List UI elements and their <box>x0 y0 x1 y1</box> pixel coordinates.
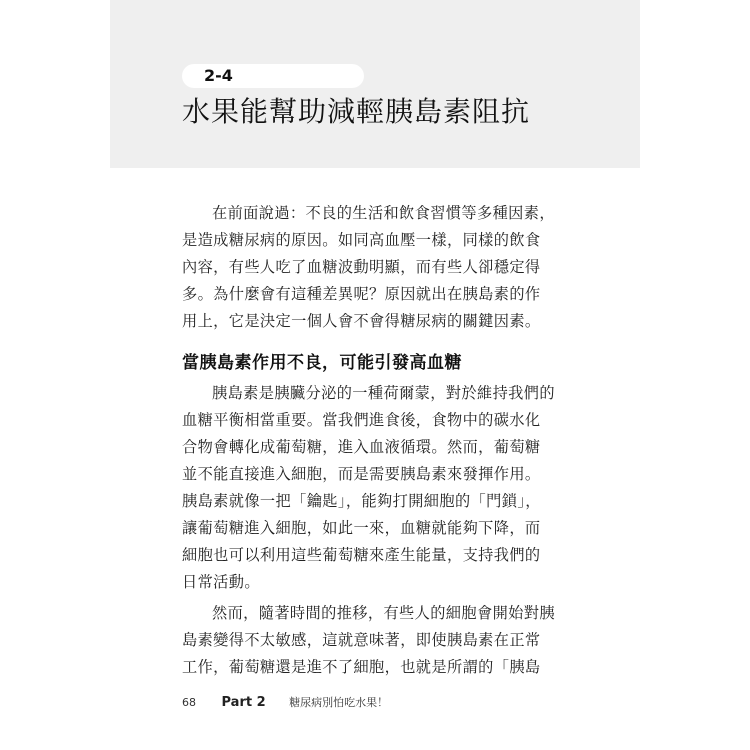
text-line: 胰島素是胰臟分泌的一種荷爾蒙，對於維持我們的 <box>212 384 555 402</box>
text-line: 日常活動。 <box>182 573 260 591</box>
text-line: 然而，隨著時間的推移，有些人的細胞會開始對胰 <box>212 604 555 622</box>
insulin-paragraph <box>182 380 555 596</box>
text-line: 多。為什麼會有這種差異呢？原因就出在胰島素的作 <box>182 285 541 303</box>
text-line: 是造成糖尿病的原因。如同高血壓一樣，同樣的飲食 <box>182 231 541 249</box>
part-label: Part 2 <box>221 695 266 710</box>
intro-paragraph <box>182 200 555 335</box>
text-line: 血糖平衡相當重要。當我們進食後，食物中的碳水化 <box>182 411 541 429</box>
text-line: 工作，葡萄糖還是進不了細胞，也就是所謂的「胰島 <box>182 658 541 676</box>
text-line: 島素變得不太敏感，這就意味著，即使胰島素在正常 <box>182 631 541 649</box>
resistance-paragraph <box>182 600 555 681</box>
page-footer <box>182 694 388 710</box>
text-line: 並不能直接進入細胞，而是需要胰島素來發揮作用。 <box>182 465 541 483</box>
chapter-header <box>110 0 640 168</box>
text-line: 讓葡萄糖進入細胞，如此一來，血糖就能夠下降，而 <box>182 519 541 537</box>
text-line: 胰島素就像一把「鑰匙」，能夠打開細胞的「門鎖」， <box>182 492 541 510</box>
section-number-badge: 2-4 <box>182 64 364 88</box>
text-line: 在前面說過：不良的生活和飲食習慣等多種因素， <box>212 204 555 222</box>
book-page <box>110 0 640 750</box>
chapter-title: 水果能幫助減輕胰島素阻抗 <box>182 95 531 128</box>
part-title: 糖尿病別怕吃水果！ <box>289 696 389 709</box>
text-line: 內容，有些人吃了血糖波動明顯，而有些人卻穩定得 <box>182 258 541 276</box>
page-number: 68 <box>182 696 196 709</box>
text-line: 用上，它是決定一個人會不會得糖尿病的關鍵因素。 <box>182 312 541 330</box>
text-line: 細胞也可以利用這些葡萄糖來產生能量，支持我們的 <box>182 546 541 564</box>
body-text <box>182 200 555 681</box>
text-line: 合物會轉化成葡萄糖，進入血液循環。然而，葡萄糖 <box>182 438 541 456</box>
section-subheading: 當胰島素作用不良，可能引發高血糖 <box>182 353 462 373</box>
